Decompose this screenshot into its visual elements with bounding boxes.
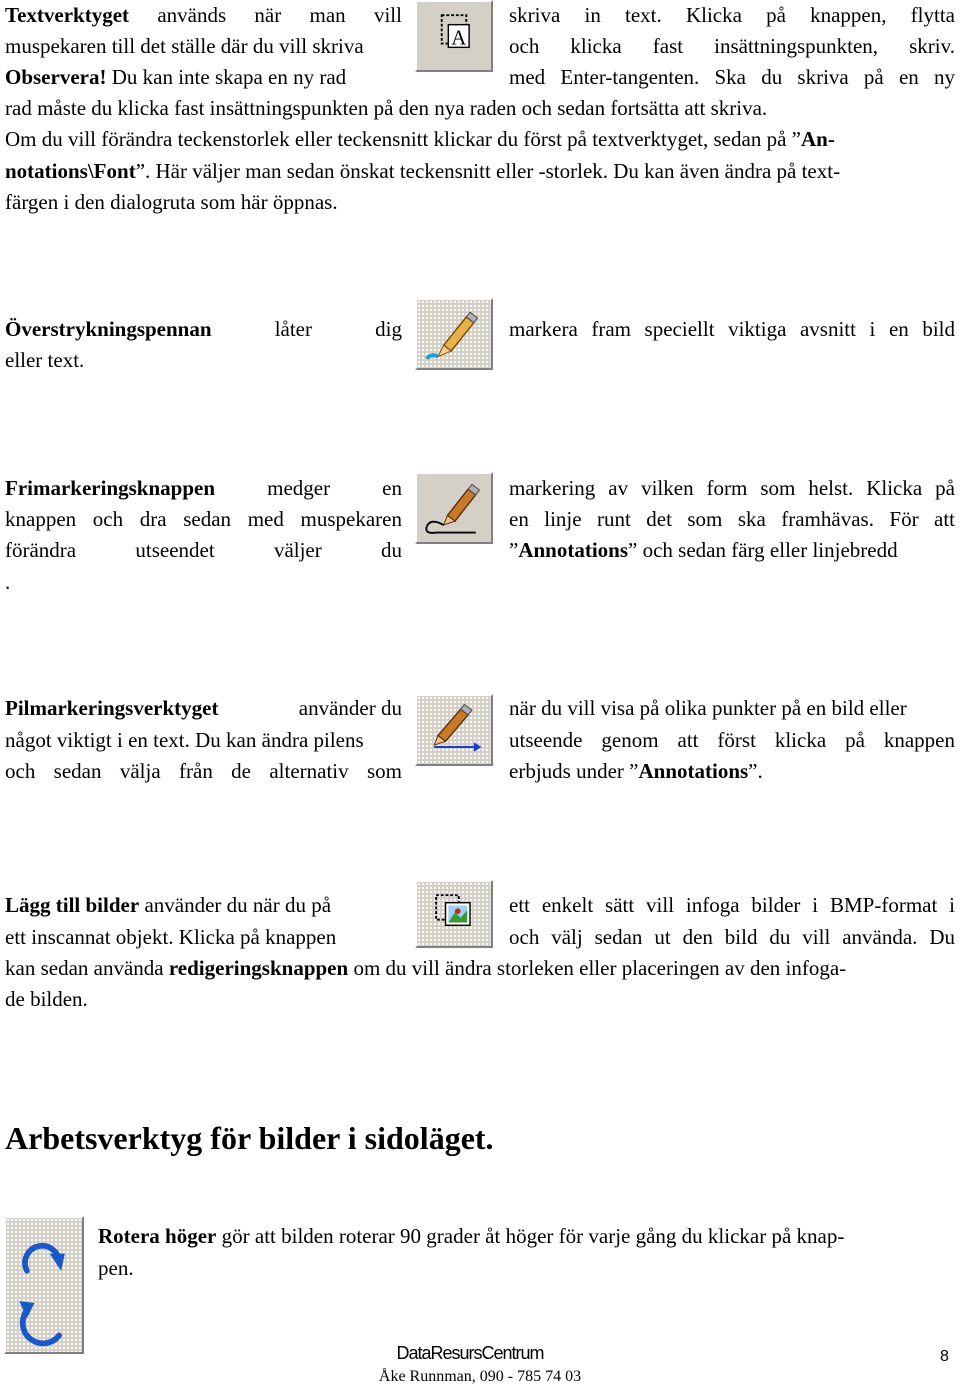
text-tool-term: Textverktyget [5, 3, 130, 27]
menu-path: notations\Font [5, 159, 136, 183]
text: erbjuds under ” [509, 759, 639, 783]
observe-label: Observera! [5, 65, 107, 89]
freehand-marker-icon [417, 474, 491, 542]
add-image-full-line-2: de bilden. [5, 987, 88, 1011]
add-image-left-line-2: ett inscannat objekt. Klicka på knappen [5, 925, 337, 949]
text: knappen och dra sedan med muspekaren [5, 507, 402, 531]
add-image-button[interactable] [415, 880, 493, 948]
word: dig [375, 317, 402, 341]
highlighter-left-line-2: eller text. [5, 348, 85, 372]
word: du [381, 538, 402, 562]
menu-path: An- [800, 127, 835, 151]
word: väljer [273, 538, 322, 562]
section-heading: Arbetsverktyg för bilder i sidoläget. [5, 1120, 494, 1156]
text: med Enter-tangenten. Ska du skriva på en ny [509, 65, 955, 89]
text: en linje runt det som ska framhävas. För att [509, 507, 955, 531]
edit-button-term: redigeringsknappen [168, 956, 349, 980]
text: utseende genom att först klicka på knappen [509, 728, 955, 752]
highlighter-term: Överstrykningspennan [5, 317, 212, 341]
freehand-term: Frimarkeringsknappen [5, 476, 216, 500]
text: kan sedan använda [5, 956, 169, 980]
word: utseendet [135, 538, 215, 562]
freehand-left-line-1 [5, 476, 402, 500]
freehand-left-line-4: . [5, 570, 11, 594]
text: och välj sedan ut den bild du vill använda. Du [509, 925, 955, 949]
rotate-right-term: Rotera höger [98, 1224, 217, 1248]
freehand-right-line-1 [509, 476, 955, 500]
word: vill [373, 3, 402, 27]
svg-text:A: A [451, 26, 467, 50]
freehand-button[interactable] [415, 472, 493, 544]
page-number: 8 [940, 1348, 949, 1365]
word: medger [267, 476, 331, 500]
text-tool-right-line-1 [509, 3, 955, 27]
arrow-right-line-3 [509, 759, 955, 783]
word: används [157, 3, 227, 27]
text-tool-right-line-3 [509, 65, 955, 89]
text-tool-full-line-4: färgen i den dialogruta som här öppnas. [5, 190, 338, 214]
menu-name: Annotations [638, 759, 749, 783]
text-tool-full-line-2 [5, 127, 955, 151]
text: ”. [748, 759, 763, 783]
text-tool-full-line-1: rad måste du klicka fast insättningspunkten på den nya raden och sedan fortsätta att skriva. [5, 96, 768, 120]
text: om du vill ändra storleken eller placeringen av den infoga- [348, 956, 847, 980]
arrow-left-line-1 [5, 696, 402, 720]
text-tool-left-line-2: muspekaren till det ställe där du vill skriva [5, 34, 364, 58]
arrow-right-line-2 [509, 728, 955, 752]
arrow-marker-icon [417, 696, 491, 764]
text: ett enkelt sätt vill infoga bilder i BMP-format i [509, 893, 955, 917]
text: Om du vill förändra teckenstorlek eller teckensnitt klickar du först på textverktyget, sedan på ” [5, 127, 801, 151]
word: man [309, 3, 346, 27]
footer-author: Åke Runnman, 090 - 785 74 03 [378, 1368, 582, 1385]
freehand-left-line-2 [5, 507, 402, 531]
text-tool-right-line-2 [509, 34, 955, 58]
text: Du kan inte skapa en ny rad [106, 65, 347, 89]
freehand-right-line-2 [509, 507, 955, 531]
highlighter-right-line-1 [509, 317, 955, 341]
add-image-term: Lägg till bilder [5, 893, 140, 917]
footer-brand: DataResursCentrum [396, 1343, 544, 1363]
highlighter-left-line-1 [5, 317, 402, 341]
word: förändra [5, 538, 77, 562]
text-tool-left-line-3 [5, 65, 402, 89]
rotate-line-2: pen. [98, 1256, 134, 1280]
text: skriva in text. Klicka på knappen, flytta [509, 3, 955, 27]
add-image-full-line-1 [5, 956, 955, 980]
text: och sedan välja från de alternativ som [5, 759, 402, 783]
add-image-icon [417, 882, 491, 946]
word: en [382, 476, 402, 500]
text: markering av vilken form som helst. Klicka på [509, 476, 955, 500]
arrow-left-line-3 [5, 759, 402, 783]
highlighter-pen-icon [417, 300, 491, 368]
add-image-left-line-1 [5, 893, 402, 917]
text-tool-full-line-3 [5, 159, 955, 183]
text: använder du när du på [139, 893, 332, 917]
highlighter-button[interactable] [415, 298, 493, 370]
text-tool-button[interactable] [415, 0, 493, 72]
menu-name: Annotations [518, 538, 629, 562]
text: använder du [298, 696, 402, 720]
add-image-right-line-1 [509, 893, 955, 917]
text: ” [509, 538, 519, 562]
text: ”. Här väljer man sedan önskat teckensnitt eller -storlek. Du kan även ändra på text- [135, 159, 841, 183]
freehand-left-line-3 [5, 538, 402, 562]
word: när [254, 3, 282, 27]
text-tool-left-line-1 [5, 3, 402, 27]
text: markera fram speciellt viktiga avsnitt i en bild [509, 317, 955, 341]
word: låter [274, 317, 312, 341]
text-tool-icon [417, 2, 491, 70]
rotate-line-1 [98, 1224, 955, 1248]
text: och klicka fast insättningspunkten, skriv. [509, 34, 955, 58]
arrow-term: Pilmarkeringsverktyget [5, 696, 219, 720]
rotate-toolbar [4, 1216, 84, 1354]
add-image-right-line-2 [509, 925, 955, 949]
freehand-right-line-3 [509, 538, 955, 562]
rotate-right-icon[interactable] [25, 1246, 65, 1271]
rotate-left-icon[interactable] [19, 1301, 59, 1343]
text: ” och sedan färg eller linjebredd [628, 538, 898, 562]
rotate-icons [6, 1218, 82, 1352]
text: gör att bilden roterar 90 grader åt höger för varje gång du klickar på knap- [216, 1224, 845, 1248]
arrow-marker-button[interactable] [415, 694, 493, 766]
arrow-left-line-1-inner [5, 696, 402, 720]
arrow-left-line-2: något viktigt i en text. Du kan ändra pilens [5, 728, 364, 752]
arrow-right-line-1: när du vill visa på olika punkter på en bild eller [509, 696, 907, 720]
